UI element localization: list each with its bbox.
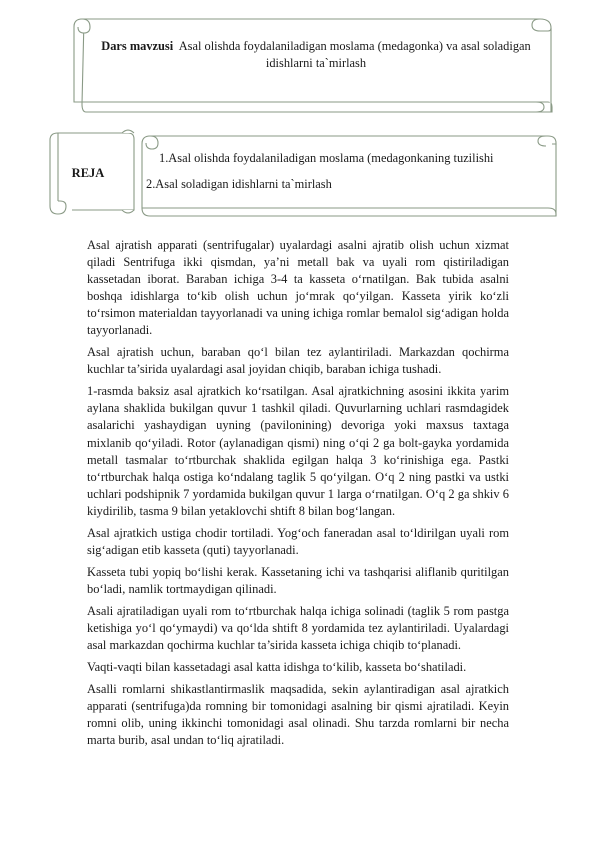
plan-list	[146, 150, 554, 202]
paragraph: 1-rasmda baksiz asal ajratkich ko‘rsatilgan. Asal ajratkichning asosini ikkita yarim aylana shaklida bukilgan quvur 1 tashkil qiladi. Quvurlarning uchlari rasmdagidek asalarichi yashaydigan uyning (pavilonining) devoriga yoki maxsus taxtaga mixlanib qo‘yiladi. Rotor (aylanadigan qismi) ning o‘qi 2 ga bolt-gayka yordamida metall tasmalar to‘rtburchak shaklida egilgan halqa 3 ko‘rinishiga ega. Pastki to‘rtburchak halqa ostiga ko‘ndalang taglik 5 qo‘yilgan. O‘q 2 ning pastki va ustki uchlari podshipnik 7 yordamida bukilgan quvur 1 larga o‘rnatilgan. O‘q 2 ga shkiv 6 kiydirilib, tasma 9 bilan yetaklovchi shtift 8 bilan bog‘langan.	[87, 384, 509, 518]
paragraph: Asalli romlarni shikastlantirmaslik maqsadida, sekin aylantiradigan asal ajratkich apparati (sentrifuga)da romning bir tomonidagi asalning bir qismi ajratiladi. Keyin romni olib, uning ikkinchi tomonidagi asal olinadi. Shu tarzda romlarni bir necha marta burib, asal undan to‘liq ajratiladi.	[87, 682, 509, 748]
topic-text: Asal olishda foydalaniladigan moslama (medagonka) va asal soladigan idishlarni ta`mirlash	[178, 39, 531, 70]
paragraph: Asali ajratiladigan uyali rom to‘rtburchak halqa ichiga solinadi (taglik 5 rom pastga ketishiga yo‘l qo‘ymaydi) va qo‘lda shtift 8 yordamida tez aylantiriladi. Uyalardagi asal markazdan qochirma kuchlar ta’sirida kasseta ichiga chiqib to‘planadi.	[87, 603, 509, 653]
plan-item-1: 1.Asal olishda foydalaniladigan moslama (medagonkaning tuzilishi	[159, 151, 494, 165]
paragraph: Asal ajratish uchun, baraban qo‘l bilan tez aylantiriladi. Markazdan qochirma kuchlar ta’sirida uyalardagi asal joyidan chiqib, baraban ichiga tushadi.	[87, 345, 509, 377]
lesson-body	[87, 237, 509, 754]
paragraph: Kasseta tubi yopiq bo‘lishi kerak. Kassetaning ichi va tashqarisi aliflanib quritilgan bo‘ladi, namlik tortmaydigan qilinadi.	[87, 564, 509, 596]
paragraph: Asal ajratkich ustiga chodir tortiladi. Yog‘och faneradan asal to‘ldirilgan uyali rom sig‘adigan etib kasseta (quti) tayyorlanadi.	[87, 525, 509, 557]
plan-label: REJA	[71, 166, 105, 180]
topic-label: Dars mavzusi	[101, 39, 174, 53]
paragraph: Vaqti-vaqti bilan kassetadagi asal katta idishga to‘kilib, kasseta bo‘shatiladi.	[87, 660, 467, 675]
plan-item-2: 2.Asal soladigan idishlarni ta`mirlash	[146, 177, 332, 191]
lesson-topic	[92, 38, 540, 72]
paragraph: Asal ajratish apparati (sentrifugalar) uyalardagi asalni ajratib olish uchun xizmat qiladi Sentrifuga ikki qismdan, ya’ni metall bak va uyali rom qistiriladigan kassetadan iborat. Baraban ichiga 3-4 ta kasseta o‘rnatilgan. Bak tubida asalni boshqa idishlarga to‘kib olish uchun jo‘mrak qo‘yilgan. Kasseta yirik ko‘zli to‘rsimon materialdan tayyorlanadi va uning ichiga romlar bemalol sig‘adigan holda tayyorlanadi.	[87, 238, 509, 338]
